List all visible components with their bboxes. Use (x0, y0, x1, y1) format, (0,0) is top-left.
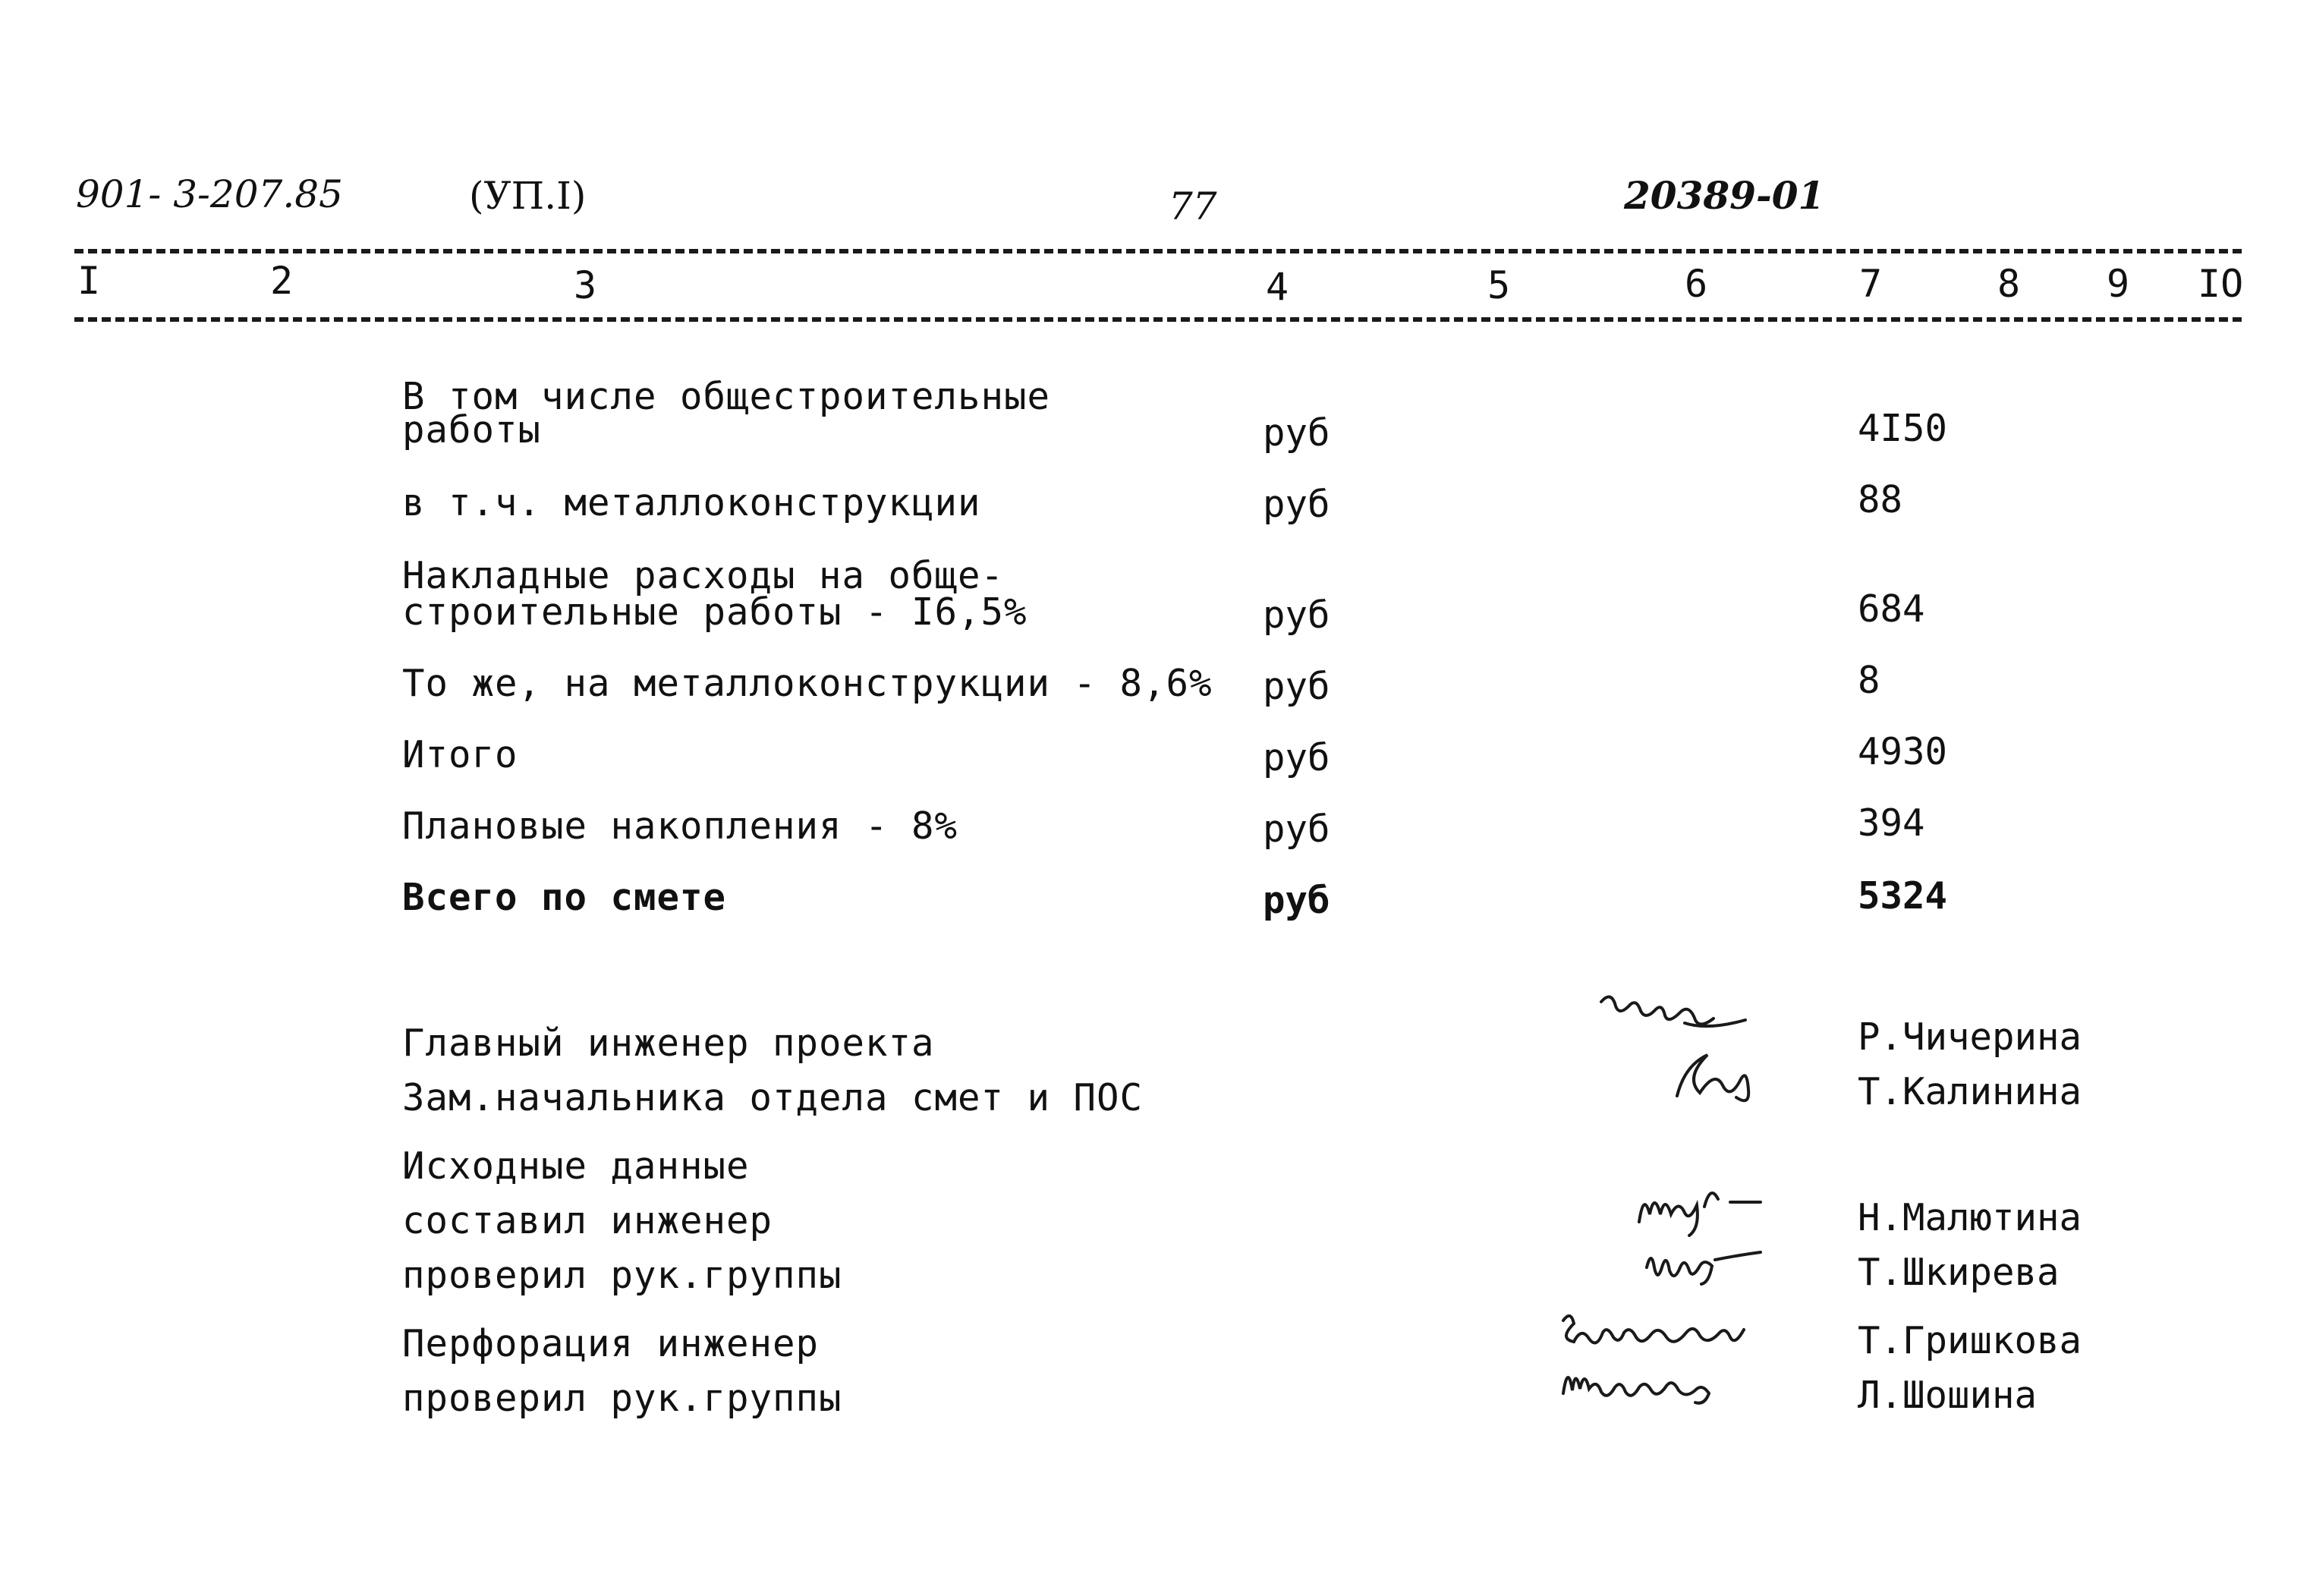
deputy-head-signature (1662, 1043, 1768, 1111)
row-7-value: 5324 (1858, 874, 1948, 918)
row-1-text-line-2: работы (402, 408, 542, 452)
chief-engineer-name: Р.Чичерина (1858, 1015, 2082, 1059)
column-number-5: 5 (1487, 263, 1511, 307)
row-2-unit: руб (1263, 483, 1330, 526)
row-2-text: в т.ч. металлоконструкции (402, 481, 981, 524)
row-2-value: 88 (1858, 478, 1903, 521)
column-number-3: 3 (574, 263, 597, 307)
top-dashed-rule (74, 249, 2242, 253)
row-5-unit: руб (1263, 736, 1330, 779)
checked-name: Т.Шкирева (1858, 1251, 2060, 1294)
compiled-role: составил инженер (402, 1199, 773, 1242)
column-number-9: 9 (2107, 262, 2130, 306)
column-number-8: 8 (1997, 262, 2021, 306)
perforation-name: Т.Гришкова (1858, 1319, 2082, 1362)
perforation-signature (1556, 1305, 1798, 1358)
row-5-value: 4930 (1858, 730, 1948, 773)
perforation-checked-role: проверил рук.группы (402, 1377, 842, 1420)
row-3-text-line-1: Накладные расходы на обще- (402, 554, 1005, 597)
row-6-text: Плановые накопления - 8% (402, 804, 958, 848)
deputy-head-role: Зам.начальника отдела смет и ПОС (402, 1076, 1144, 1119)
row-7-unit: руб (1263, 879, 1330, 922)
source-data-label: Исходные данные (402, 1144, 750, 1188)
row-3-text-line-2: строительные работы - I6,5% (402, 590, 1027, 634)
perforation-role: Перфорация инженер (402, 1322, 820, 1365)
perforation-checked-signature (1556, 1358, 1768, 1412)
checked-signature (1639, 1237, 1768, 1290)
checked-role: проверил рук.группы (402, 1254, 842, 1297)
archive-number: 20389-01 (1624, 173, 1825, 218)
row-1-text-line-1: В том числе общестроительные (402, 375, 1051, 418)
compiled-name: Н.Малютина (1858, 1196, 2082, 1239)
doc-code: 901- 3-207.85 (76, 172, 343, 216)
page-number: 77 (1169, 184, 1217, 228)
row-3-value: 684 (1858, 587, 1925, 631)
bottom-dashed-rule (74, 317, 2242, 322)
chief-engineer-role: Главный инженер проекта (402, 1022, 935, 1065)
row-1-value: 4I50 (1858, 407, 1948, 450)
row-7-text: Всего по смете (402, 876, 727, 919)
column-number-2: 2 (270, 259, 294, 303)
deputy-head-name: Т.Калинина (1858, 1070, 2082, 1113)
row-1-unit: руб (1263, 411, 1330, 455)
column-number-4: 4 (1266, 265, 1289, 309)
column-number-10: IO (2198, 262, 2244, 306)
chief-engineer-signature (1594, 987, 1761, 1047)
row-6-unit: руб (1263, 807, 1330, 851)
row-6-value: 394 (1858, 801, 1925, 845)
row-5-text: Итого (402, 733, 518, 776)
row-3-unit: руб (1263, 593, 1330, 637)
perforation-checked-name: Л.Шошина (1858, 1374, 2038, 1417)
volume-label: (УП.I) (469, 174, 587, 218)
column-number-1: I (77, 259, 101, 303)
row-4-unit: руб (1263, 665, 1330, 708)
row-4-value: 8 (1858, 659, 1880, 702)
compiled-signature (1632, 1176, 1768, 1237)
column-number-6: 6 (1685, 262, 1708, 306)
column-number-7: 7 (1859, 262, 1883, 306)
row-4-text: То же, на металлоконструкции - 8,6% (402, 662, 1213, 705)
